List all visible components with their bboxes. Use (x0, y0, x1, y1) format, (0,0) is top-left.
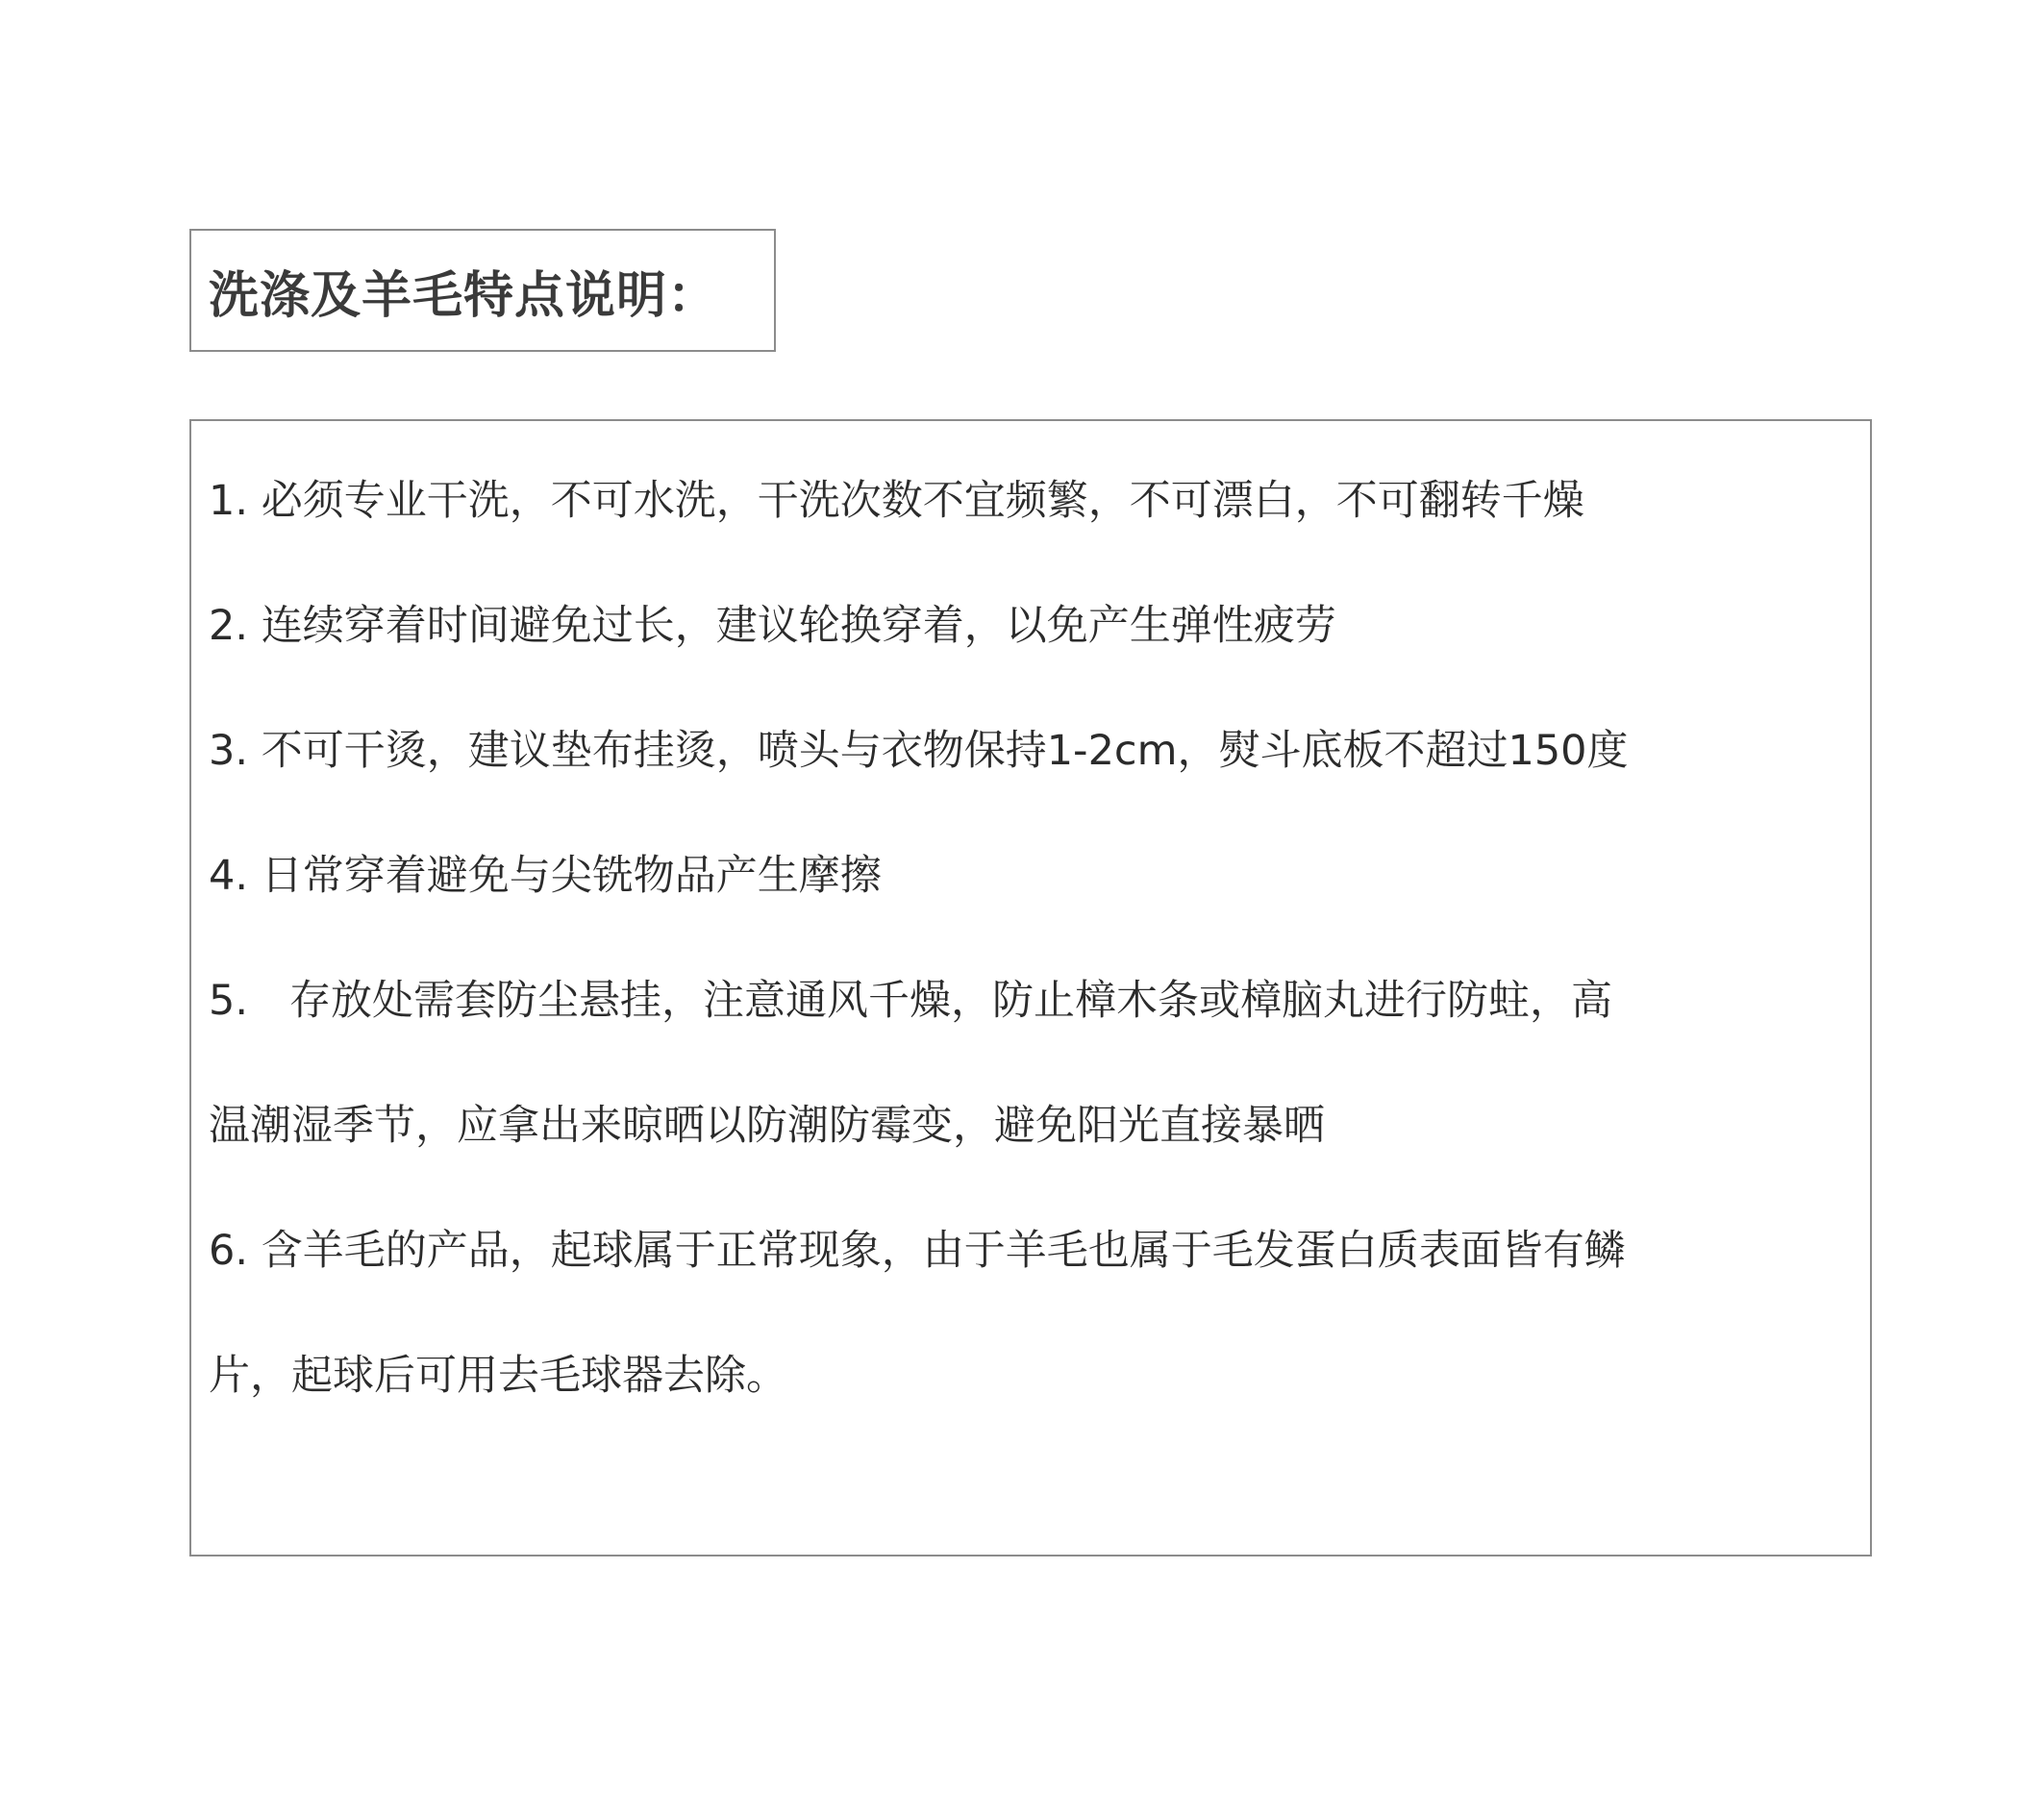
instruction-line-2: 2. 连续穿着时间避免过长，建议轮换穿着，以免产生弹性疲劳 (209, 602, 1336, 650)
instruction-line-1: 1. 必须专业干洗，不可水洗，干洗次数不宜频繁，不可漂白，不可翻转千燥 (209, 477, 1584, 525)
instruction-line-4: 4. 日常穿着避免与尖铣物品产生摩擦 (209, 852, 882, 900)
instruction-line-5-continued: 温潮湿季节，应拿出来晾晒以防潮防霉变，避免阳光直接暴晒 (209, 1102, 1325, 1150)
page-title: 洗涤及羊毛特点说明： (209, 266, 719, 325)
instruction-line-6-continued: 片，起球后可用去毛球器去除。 (209, 1352, 787, 1400)
instruction-line-3: 3. 不可干烫，建议垫布挂烫，喷头与衣物保持1-2cm，熨斗底板不超过150度 (209, 727, 1629, 775)
instruction-line-5: 5. 存放处需套防尘悬挂，注意通风千燥，防止樟木条或樟脑丸进行防蛀，高 (209, 977, 1613, 1025)
instructions-box (189, 419, 1872, 1557)
instruction-line-6: 6. 含羊毛的产品，起球属于正常现象，由于羊毛也属于毛发蛋白质表面皆有鳞 (209, 1227, 1626, 1275)
title-box (189, 229, 776, 352)
